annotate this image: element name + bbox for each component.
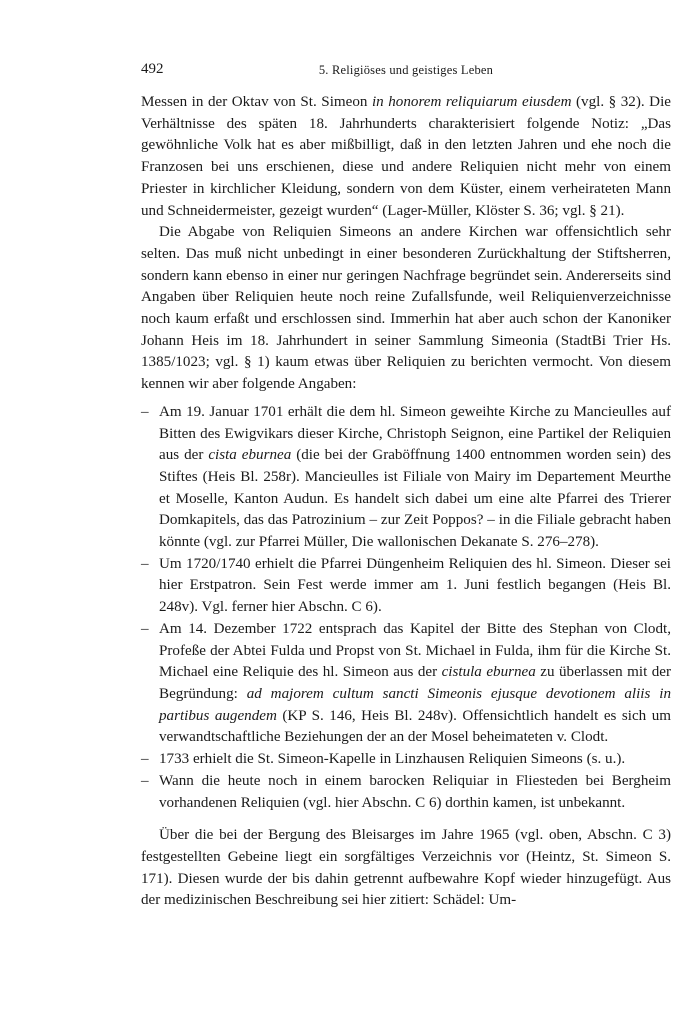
text-run: Über die bei der Bergung des Bleisarges im Jahre 1965 (vgl. oben, Abschn. C 3) festgestellten Gebeine liegt ein sorgfältiges Verzeichnis vor (Heintz, St. Simeon S. 171). Diesen wurde der bis dahin getrennt aufbewahre Kopf wieder hinzugefügt. Aus der medizinischen Beschreibung sei hier zitiert: Schädel: Um- (141, 827, 671, 909)
text-run: Wann die heute noch in einem barocken Reliquiar in Fliesteden bei Bergheim vorhandenen Reliquien (vgl. hier Abschn. C 6) dorthin kamen, ist unbekannt. (159, 772, 671, 811)
list-item-text (159, 773, 671, 811)
page-number: 492 (141, 61, 164, 77)
list-dash: – (141, 751, 149, 768)
italic-phrase: cistula eburnea (441, 664, 536, 681)
paragraph (141, 92, 671, 222)
text-run: Messen in der Oktav von St. Simeon (141, 94, 372, 110)
text-run: Am 14. Dezember 1722 entsprach das Kapitel der Bitte des Stephan von Clodt, Profeße der Abtei Fulda und Propst von St. Michael in Fulda, ihm für die Kirche St. Michael eine Reliquie des hl. Simeon aus der (159, 620, 671, 681)
text-run: Die Abgabe von Reliquien Simeons an andere Kirchen war offensichtlich sehr selten. Das muß nicht unbedingt in einer besonderen Zurückhaltung der Stiftsherren, sondern kann ebenso in einer nur geringen Nachfrage begründet sein. Andererseits sind Angaben über Reliquien heute noch reine Zufallsfunde, weil Reliquienverzeichnisse noch kaum erfaßt und erschlossen sind. Immerhin hat aber auch schon der Kanoniker Johann Heis im 18. Jahrhundert in seiner Sammlung Simeonia (StadtBi Trier Hs. 1385/1023; vgl. § 1) kaum etwas über Reliquien zu berichten vermocht. Von diesem kennen wir aber folgende Angaben: (141, 224, 671, 393)
paragraph (141, 222, 671, 396)
list-item (141, 554, 671, 619)
text-run: 1733 erhielt die St. Simeon-Kapelle in Linzhausen Reliquien Simeons (s. u.). (159, 751, 626, 768)
list-dash: – (141, 620, 149, 637)
paragraph (141, 825, 671, 912)
list-item-text (159, 556, 671, 615)
list-item-text (159, 404, 671, 550)
list-item-text (159, 621, 671, 746)
list-item-text (159, 751, 625, 767)
text-run: zu überlassen mit der Begründung: (159, 664, 672, 702)
text-run: (vgl. § 32). Die Verhältnisse des späten 18. Jahrhunderts charakterisiert folgende Notiz: „Das gewöhnliche Volk hat es aber mißbilligt, daß in den letzten Jahren und ehe noch die Franzosen bei uns erschienen, diese und andere Reliquien nicht mehr von einem Priester in kirchlicher Kleidung, sondern von dem Küster, einem verheirateten Mann und Schneidermeister, gezeigt wurden“ (Lager-Müller, Klöster S. 36; vgl. § 21). (141, 94, 671, 219)
text-run: (KP S. 146, Heis Bl. 248v). Offensichtlich handelt es sich um verwandtschaftliche Beziehungen der an der Mosel beheimateten v. Clodt. (159, 707, 671, 746)
italic-phrase: ad majorem cultum sancti Simeonis ejusque devotionem aliis in partibus augendem (159, 685, 671, 724)
list-dash: – (141, 772, 149, 789)
list-dash: – (141, 403, 149, 420)
running-head: 5. Religiöses und geistiges Leben (318, 63, 494, 77)
text-run: Um 1720/1740 erhielt die Pfarrei Düngenheim Reliquien des hl. Simeon. Dieser sei hier Erstpatron. Sein Fest werde immer am 1. Juni festlich begangen (Heis Bl. 248v). Vgl. ferner hier Abschn. C 6). (159, 555, 671, 616)
list-item (141, 749, 671, 771)
text-run: Am 19. Januar 1701 erhält die dem hl. Simeon geweihte Kirche zu Mancieulles auf Bitten des Ewigvikars dieser Kirche, Christoph Seignon, eine Partikel der Reliquien aus der (159, 403, 671, 464)
body-text (141, 92, 671, 912)
page-header (141, 61, 671, 81)
list-dash: – (141, 555, 149, 572)
list-item (141, 619, 671, 749)
italic-phrase: cista eburnea (208, 447, 292, 464)
list-item (141, 771, 671, 814)
relic-list (141, 402, 671, 814)
italic-phrase: in honorem reliquiarum eiusdem (371, 94, 572, 110)
text-run: (die bei der Graböffnung 1400 entnommen worden sein) des Stiftes (Heis Bl. 258r). Mancieulles ist Filiale von Mairy im Departement Meurthe et Moselle, Kanton Audun. Es handelt sich dabei um eine alte Pfarrei des Trierer Domkapitels, das das Patrozinium – zur Zeit Poppos? – in die Filiale gebracht haben könnte (vgl. zur Pfarrei Müller, Die wallonischen Dekanate S. 276–278). (159, 447, 671, 551)
list-item (141, 402, 671, 554)
